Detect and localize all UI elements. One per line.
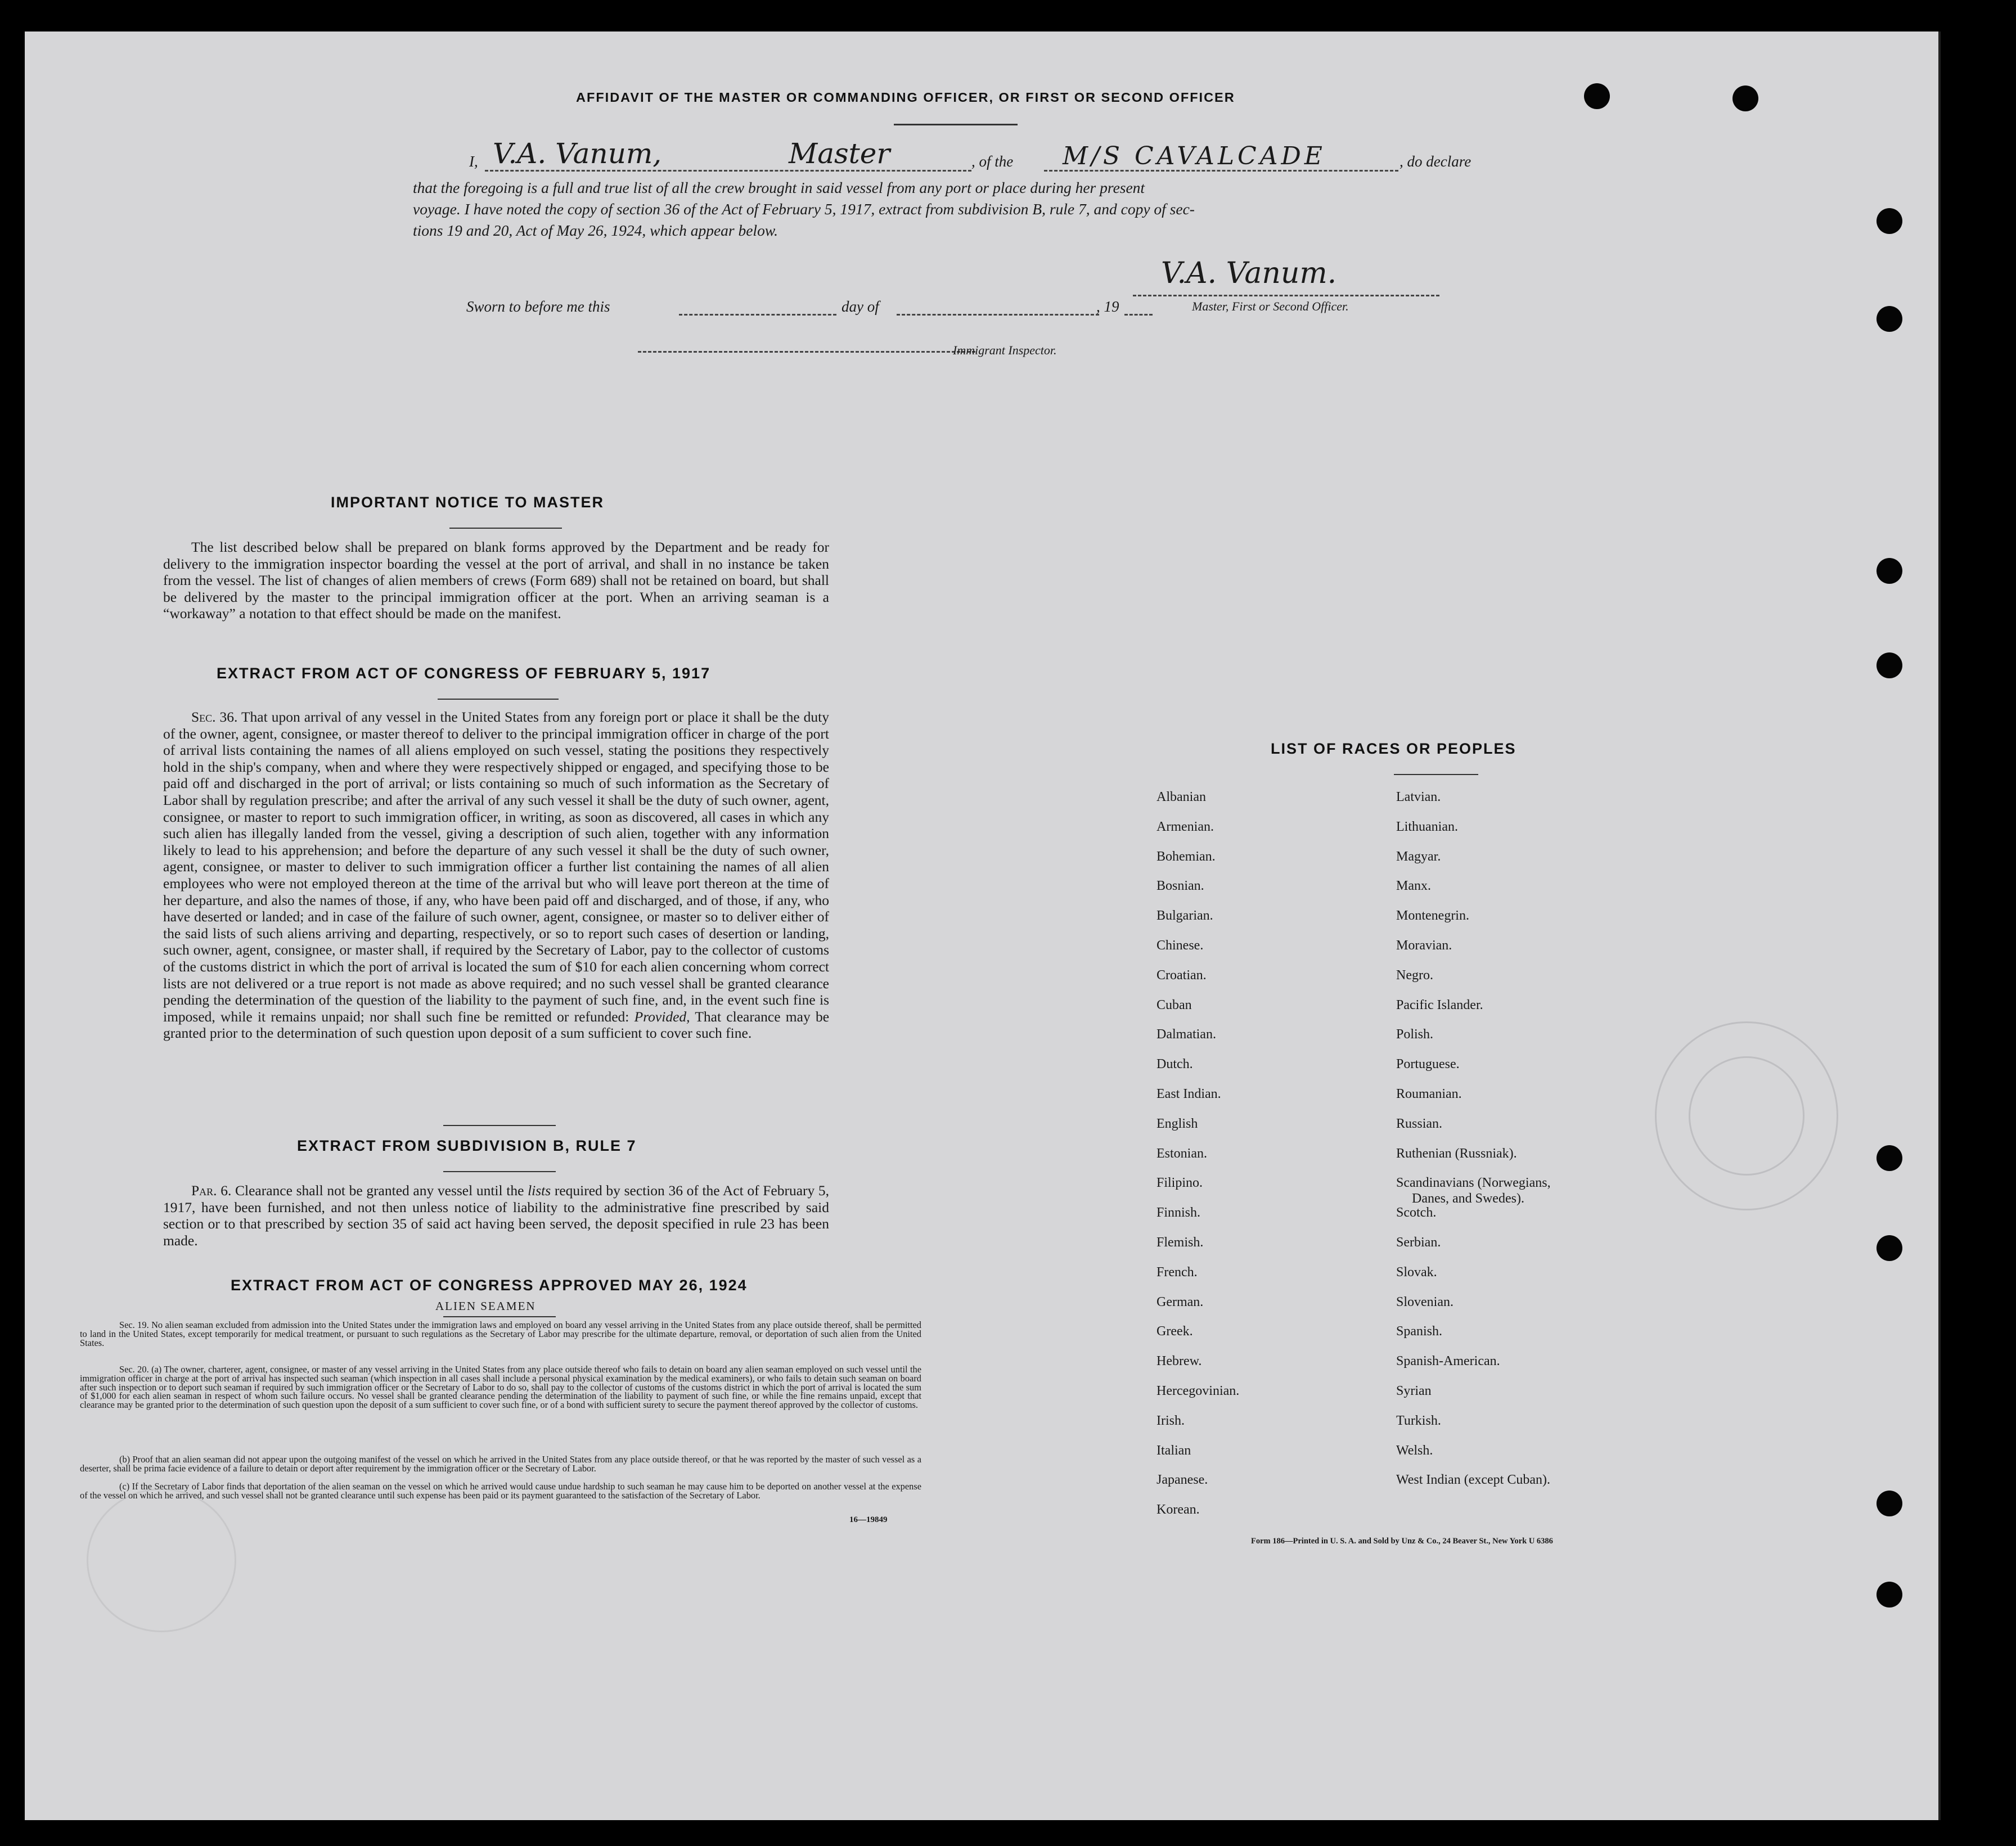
race-item: Syrian [1396, 1384, 1432, 1398]
notice-title: IMPORTANT NOTICE TO MASTER [331, 494, 604, 511]
race-item: Albanian [1156, 790, 1206, 804]
race-item: Dalmatian. [1156, 1027, 1216, 1042]
rule7-divider [443, 1171, 556, 1172]
extract-1924-divider [443, 1316, 556, 1317]
punch-hole [1584, 83, 1610, 109]
section-36-label: Sec. 36. [191, 709, 238, 725]
race-item: Magyar. [1396, 849, 1441, 864]
sworn-day-line [679, 314, 836, 316]
race-item: Roumanian. [1396, 1087, 1462, 1101]
day-of-label: day of [842, 298, 879, 315]
alien-seamen-subtitle: ALIEN SEAMEN [435, 1299, 536, 1313]
race-item: Finnish. [1156, 1205, 1201, 1221]
signature-caption: Master, First or Second Officer. [1192, 299, 1349, 313]
race-item: Greek. [1156, 1324, 1193, 1339]
year-label: , 19 [1096, 298, 1119, 315]
race-item: French. [1156, 1264, 1198, 1280]
embossed-seal-inner [1689, 1056, 1804, 1176]
punch-hole [1876, 1582, 1902, 1608]
race-item: Montenegrin. [1396, 908, 1469, 924]
section-36-proviso: That clearance may be granted prior to the determination of such question upon deposit of a sum sufficient to cover such fine. [163, 1008, 830, 1042]
race-item: Hercegovinian. [1156, 1384, 1240, 1398]
i-label: I, [469, 153, 478, 170]
affidavit-line-3: tions 19 and 20, Act of May 26, 1924, which appear below. [413, 222, 778, 239]
race-item: English [1156, 1116, 1198, 1131]
section-36-text [163, 709, 829, 1042]
affidavit-line-1: that the foregoing is a full and true list of all the crew brought in said vessel from any port or place during her present [413, 179, 1145, 196]
race-item: Welsh. [1396, 1443, 1433, 1458]
form-printer-note: Form 186—Printed in U. S. A. and Sold by Unz & Co., 24 Beaver St., New York U 6386 [1251, 1537, 1553, 1546]
race-item: Moravian. [1396, 938, 1452, 953]
race-item: Scotch. [1396, 1205, 1437, 1221]
races-divider [1394, 774, 1478, 775]
race-item: Filipino. [1156, 1176, 1203, 1191]
race-item: Irish. [1156, 1413, 1185, 1428]
race-item: Slovenian. [1396, 1294, 1454, 1309]
handwritten-vessel: M/S CAVALCADE [1063, 142, 1326, 170]
form-code: 16—19849 [849, 1515, 888, 1524]
sworn-month-line [897, 314, 1099, 316]
handwritten-name: V.A. Vanum, [493, 137, 662, 170]
race-item: Slovak. [1396, 1264, 1437, 1280]
race-item: Russian. [1396, 1116, 1443, 1131]
sworn-label: Sworn to before me this [466, 298, 610, 315]
race-item: Polish. [1396, 1027, 1434, 1042]
punch-hole [1732, 85, 1758, 111]
extract-1917-divider [438, 699, 559, 700]
affidavit-title: AFFIDAVIT OF THE MASTER OR COMMANDING OFFICER, OR FIRST OR SECOND OFFICER [576, 90, 1235, 105]
section-20b-text: (b) Proof that an alien seaman did not appear upon the outgoing manifest of the vessel on which he arrived in the United States from any place outside thereof, or that he was reported by the master of such vessel as a deserter, shall be prima facie evidence of a failure to detain or deport after requirement by the immigration officer or the Secretary of Labor. [80, 1454, 921, 1474]
rule7-body-a: Clearance shall not be granted any vessel until the [235, 1182, 524, 1199]
race-item: Manx. [1396, 879, 1431, 894]
provided-label: Provided, [634, 1008, 690, 1025]
race-item: Bosnian. [1156, 879, 1204, 894]
par6-label: Par. 6. [191, 1182, 232, 1199]
race-item: Scandinavians (Norwegians, [1396, 1176, 1551, 1191]
punch-hole [1876, 652, 1902, 678]
race-item: Croatian. [1156, 967, 1207, 983]
master-signature: V.A. Vanum. [1161, 256, 1337, 290]
name-line [485, 170, 971, 172]
race-item: Estonian. [1156, 1146, 1207, 1161]
notice-text: The list described below shall be prepared on blank forms approved by the Department and be ready for delivery to the immigration inspector boarding the vessel at the port of arrival, and shall in no instance be taken from the vessel. The list of changes of alien members of crews (Form 689) shall not be retained on board, but shall be delivered by the master to the principal immigration officer at the port. When an arriving seaman is a “workaway” a notation to that effect should be made on the manifest. [163, 539, 829, 622]
race-item: Negro. [1396, 967, 1433, 983]
race-item: Korean. [1156, 1502, 1200, 1518]
race-item: German. [1156, 1294, 1204, 1309]
section-20c-text: (c) If the Secretary of Labor finds that deportation of the alien seaman on the vessel on which he arrived would cause undue hardship to such seaman he may cause him to be deported on another vessel at the expense of the vessel on which he arrived, and such vessel shall not be granted clearance until such expense has been paid or its payment guaranteed to the satisfaction of the Secretary of Labor. [80, 1481, 921, 1501]
affidavit-line-2: voyage. I have noted the copy of section 36 of the Act of February 5, 1917, extract from subdivision B, rule 7, and copy of sec- [413, 200, 1195, 218]
race-item: Latvian. [1396, 790, 1441, 804]
race-item: Serbian. [1396, 1235, 1441, 1250]
handwritten-rank: Master [789, 137, 890, 170]
notice-divider [449, 528, 562, 529]
rule7-top-divider [443, 1125, 556, 1126]
punch-hole [1876, 558, 1902, 584]
race-item: Spanish. [1396, 1324, 1443, 1339]
title-divider [894, 124, 1018, 125]
faint-seal-bottom [87, 1488, 236, 1632]
race-item: Flemish. [1156, 1235, 1204, 1250]
signature-line [1133, 295, 1439, 296]
race-item: Bohemian. [1156, 849, 1216, 864]
punch-hole [1876, 1491, 1902, 1516]
punch-hole [1876, 1145, 1902, 1171]
inspector-line [638, 351, 975, 353]
race-item: Japanese. [1156, 1473, 1208, 1488]
section-20a-text: Sec. 20. (a) The owner, charterer, agent, consignee, or master of any vessel arriving in the United States from any place outside thereof who fails to detain on board any alien seaman employed on such vessel until the immigration officer in charge at the port of arrival has inspected such seaman (which inspection in all cases shall include a personal physical examination by the medical examiners), or who fails to detain such seaman on board after such inspection or to deport such seaman if required by such immigration officer or the Secretary of Labor to do so, shall pay to the collector of customs of the customs district in which the port of arrival is located the sum of $1,000 for each alien seaman in respect of whom such failure occurs. No vessel shall be granted clearance pending the determination of the liability to payment of such fine, or while the fine remains unpaid, except that clearance may be granted prior to the determination of such question upon the deposit of a sum sufficient to cover such fine, or of a bond with sufficient surety to secure the payment thereof approved by the collector of customs. [80, 1364, 921, 1411]
section-36-body: That upon arrival of any vessel in the United States from any foreign port or place it shall be the duty of the owner, agent, consignee, or master thereof to deliver to the principal immigration officer in charge of the port of arrival lists containing the names of all aliens employed on such vessel, stating the positions they respectively hold in the ship's company, when and where they were respectively shipped or engaged, and specifying those to be paid off and discharged in the port of arrival; or lists containing so much of such information as the Secretary of Labor shall by regulation prescribe; and after the arrival of any such vessel it shall be the duty of such owner, agent, consignee, or master to report to such immigration officer, in writing, as soon as discovered, all cases in which any such alien has illegally landed from the vessel, giving a description of such alien, together with any information likely to lead to his apprehension; and before the departure of any such vessel it shall be the duty of such owner, agent, consignee, or master to deliver to such immigration officer a further list containing the names of all alien employees who were not employed thereon at the time of the arrival but who will leave port thereon at the time of her departure, and also the names of those, if any, who have been paid off and discharged, and of those, if any, who have deserted or landed; and in case of the failure of such owner, agent, consignee, or master so to deliver either of the said lists of such aliens arriving and departing, respectively, or so to report such cases of desertion or landing, such owner, agent, consignee, or master shall, if required by the Secretary of Labor, pay to the collector of customs of the customs district in which the port of arrival is located the sum of $10 for each alien concerning whom correct lists are not delivered or a true report is not made as above required; and no such vessel shall be granted clearance pending the determination of the question of the liability to the payment of such fine, and, in the event such fine is imposed, while it remains unpaid; nor shall such fine be remitted or refunded: [163, 709, 829, 1025]
document-page [25, 31, 1941, 1820]
race-item: West Indian (except Cuban). [1396, 1473, 1550, 1488]
race-item: Spanish-American. [1396, 1354, 1500, 1369]
race-item: Dutch. [1156, 1057, 1193, 1072]
races-title: LIST OF RACES OR PEOPLES [1271, 740, 1516, 757]
rule7-body-b: required by section 36 of the Act of February 5, 1917, have been furnished, and not then unless notice of liability to the administrative fine prescribed by said section or to that prescribed by section 35 of said act having been served, the deposit specified in rule 23 has been made. [163, 1182, 830, 1249]
lists-word: lists [528, 1182, 551, 1199]
race-item: Turkish. [1396, 1413, 1441, 1428]
extract-1924-title: EXTRACT FROM ACT OF CONGRESS APPROVED MAY 26, 1924 [231, 1277, 748, 1294]
extract-1917-title: EXTRACT FROM ACT OF CONGRESS OF FEBRUARY 5, 1917 [217, 665, 711, 682]
punch-hole [1876, 208, 1902, 234]
race-item: Cuban [1156, 997, 1192, 1012]
rule7-text [163, 1182, 829, 1249]
rule7-title: EXTRACT FROM SUBDIVISION B, RULE 7 [297, 1137, 637, 1154]
race-item: Italian [1156, 1443, 1191, 1458]
do-declare-label: , do declare [1400, 153, 1472, 170]
inspector-caption: Immigrant Inspector. [953, 343, 1057, 357]
race-item: Portuguese. [1396, 1057, 1460, 1072]
race-item: Armenian. [1156, 819, 1214, 834]
punch-hole [1876, 306, 1902, 332]
race-item: Bulgarian. [1156, 908, 1213, 924]
of-the-label: , of the [971, 153, 1014, 170]
sworn-year-line [1124, 314, 1153, 316]
race-item: Chinese. [1156, 938, 1204, 953]
race-item: Ruthenian (Russniak). [1396, 1146, 1517, 1161]
race-item: Danes, and Swedes). [1412, 1191, 1524, 1206]
punch-hole [1876, 1235, 1902, 1261]
section-19-text: Sec. 19. No alien seaman excluded from admission into the United States under the immigration laws and employed on board any vessel arriving in the United States from any place outside thereof, shall be permitted to land in the United States, except temporarily for medical treatment, or pursuant to such regulations as the Secretary of Labor may prescribe for the ultimate departure, removal, or deportation of such alien from the United States. [80, 1320, 921, 1348]
race-item: East Indian. [1156, 1087, 1221, 1101]
race-item: Hebrew. [1156, 1354, 1202, 1369]
race-item: Lithuanian. [1396, 819, 1458, 834]
race-item: Pacific Islander. [1396, 997, 1483, 1012]
